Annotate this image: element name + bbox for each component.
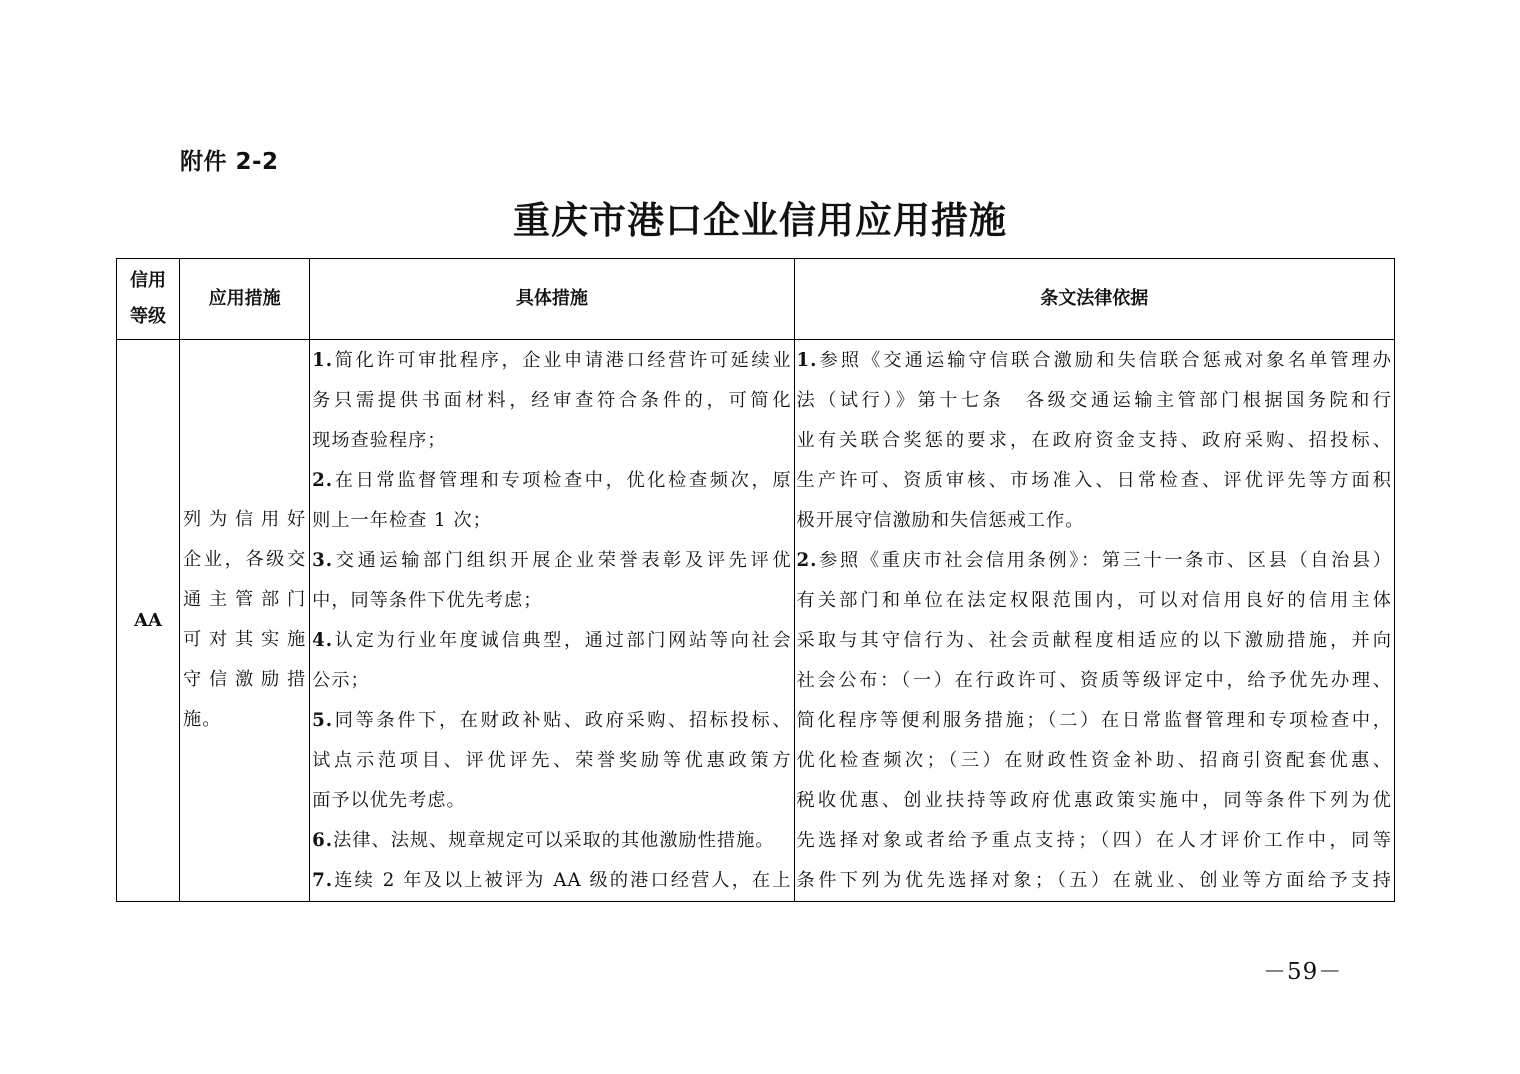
application-line: 守信激励措 [183,669,307,690]
page-number: －59－ [1263,959,1343,985]
legal-line-number: 1. [796,350,818,371]
measure-line: 3.交通运输部门组织开展企业荣誉表彰及评先评优 [312,550,792,571]
measure-line: 7.连续 2 年及以上被评为 AA 级的港口经营人，在上 [312,870,792,891]
measure-line-number: 2. [312,470,334,491]
legal-line: 简化程序等便利服务措施；（二）在日常监督管理和专项检查中， [796,710,1392,731]
measure-line-number: 4. [312,630,334,651]
measure-line-number: 6. [312,830,334,851]
credit-measures-table [116,258,1395,902]
credit-level-cell: AA [117,340,180,902]
measure-line: 公示； [312,670,370,691]
application-cell [180,340,310,902]
legal-line: 税收优惠、创业扶持等政府优惠政策实施中，同等条件下列为优 [796,790,1392,811]
measure-line: 现场查验程序； [312,430,447,451]
table-row [117,340,1395,902]
measure-line-number: 7. [312,870,334,891]
legal-line: 先选择对象或者给予重点支持；（四）在人才评价工作中，同等 [796,830,1392,851]
header-application: 应用措施 [180,259,310,340]
application-line: 可对其实施 [183,629,307,650]
legal-line: 有关部门和单位在法定权限范围内，可以对信用良好的信用主体 [796,590,1392,611]
application-line: 企业，各级交 [183,549,307,570]
application-line: 列为信用好 [183,509,307,530]
table-header-row [117,259,1395,340]
measure-line: 6.法律、法规、规章规定可以采取的其他激励性措施。 [312,830,775,851]
document-title: 重庆市港口企业信用应用措施 [513,199,1007,242]
measure-line: 4.认定为行业年度诚信典型，通过部门网站等向社会 [312,630,792,651]
legal-line: 业有关联合奖惩的要求，在政府资金支持、政府采购、招投标、 [796,430,1392,451]
measure-line-number: 1. [312,350,334,371]
legal-line: 条件下列为优先选择对象；（五）在就业、创业等方面给予支持 [796,870,1392,891]
measure-line: 5.同等条件下，在财政补贴、政府采购、招标投标、 [312,710,792,731]
legal-line: 1.参照《交通运输守信联合激励和失信联合惩戒对象名单管理办 [796,350,1392,371]
measures-cell [310,340,794,902]
legal-line: 极开展守信激励和失信惩戒工作。 [796,510,1085,531]
measure-line: 则上一年检查 1 次； [312,510,492,531]
legal-line: 采取与其守信行为、社会贡献程度相适应的以下激励措施，并向 [796,630,1392,651]
header-level-line2: 等级 [130,306,167,327]
legal-line: 社会公布：（一）在行政许可、资质等级评定中，给予优先办理、 [796,670,1392,691]
measure-line: 中，同等条件下优先考虑； [312,590,543,611]
header-legal-basis: 条文法律依据 [794,259,1394,340]
header-measures: 具体措施 [310,259,794,340]
measure-line: 务只需提供书面材料，经审查符合条件的，可简化 [312,390,792,411]
legal-line: 2.参照《重庆市社会信用条例》：第三十一条市、区县（自治县） [796,550,1392,571]
measure-line-number: 5. [312,710,334,731]
measure-line: 2.在日常监督管理和专项检查中，优化检查频次，原 [312,470,792,491]
application-line: 通主管部门 [183,589,307,610]
application-line: 施。 [183,709,222,730]
header-credit-level [117,259,180,340]
legal-line: 法（试行）》第十七条 各级交通运输主管部门根据国务院和行 [796,390,1392,411]
measure-line: 面予以优先考虑。 [312,790,466,811]
measure-line: 试点示范项目、评优评先、荣誉奖励等优惠政策方 [312,750,792,771]
legal-line: 优化检查频次；（三）在财政性资金补助、招商引资配套优惠、 [796,750,1392,771]
legal-line: 生产许可、资质审核、市场准入、日常检查、评优评先等方面积 [796,470,1392,491]
legal-line-number: 2. [796,550,818,571]
header-level-line1: 信用 [130,270,167,291]
attachment-label: 附件 2-2 [180,149,279,175]
legal-basis-cell [794,340,1394,902]
measure-line: 1.简化许可审批程序，企业申请港口经营许可延续业 [312,350,792,371]
measure-line-number: 3. [312,550,334,571]
